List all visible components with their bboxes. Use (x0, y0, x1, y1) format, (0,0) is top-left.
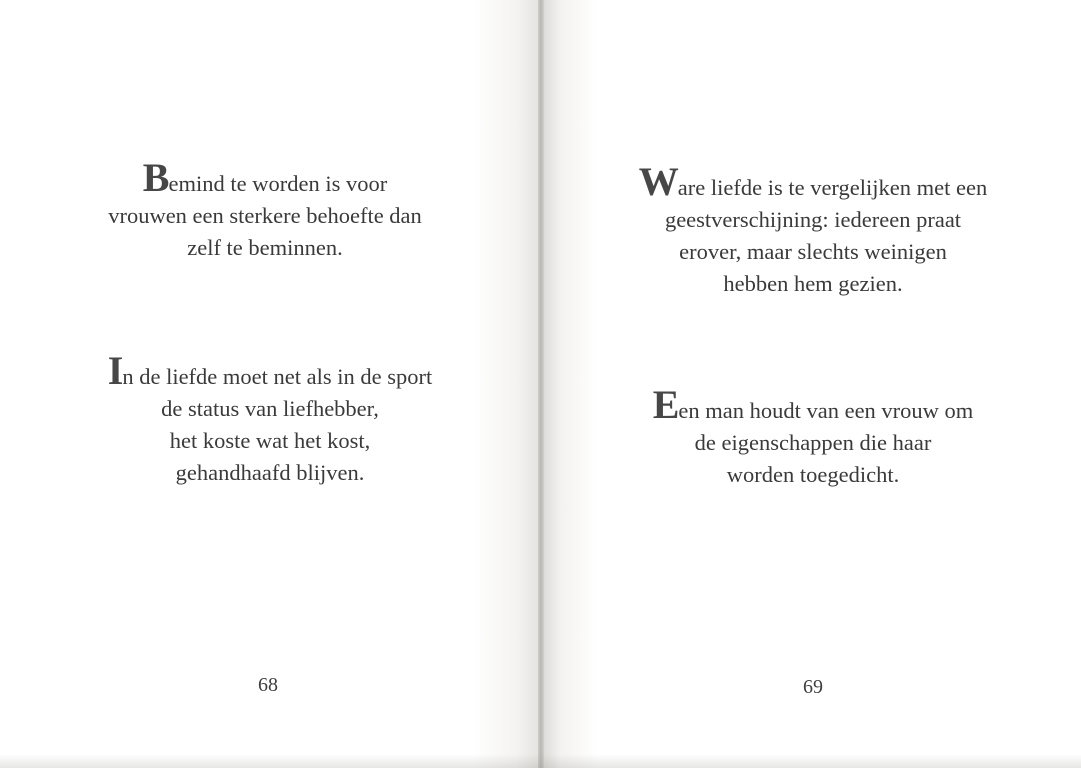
left-page (0, 0, 538, 768)
quote-line: het koste wat het kost, (169, 428, 371, 453)
quote-first-line (75, 155, 455, 200)
quote-first-line (608, 159, 1018, 204)
quote-text: n de liefde moet net als in de sport (122, 364, 433, 389)
quote-block (608, 159, 1018, 300)
quote-block (75, 348, 465, 489)
quote-line: erover, maar slechts weinigen (679, 239, 947, 264)
quote-line: gehandhaafd blijven. (175, 460, 365, 485)
right-page (544, 0, 1081, 768)
quote-first-line (608, 382, 1018, 427)
quote-block (608, 382, 1018, 491)
quote-line: de eigenschappen die haar (694, 430, 932, 455)
page-number: 68 (258, 674, 278, 696)
quote-text: emind te worden is voor (168, 171, 388, 196)
quote-line: zelf te beminnen. (187, 235, 343, 260)
quote-line: geestverschijning: iedereen praat (664, 207, 962, 232)
quote-line: worden toegedicht. (726, 462, 900, 487)
quote-line: de status van liefhebber, (161, 396, 379, 421)
quote-block (75, 155, 455, 264)
drop-initial: B (142, 155, 169, 200)
quote-line: vrouwen een sterkere behoefte dan (108, 203, 422, 228)
quote-text: en man houdt van een vrouw om (678, 398, 974, 423)
quote-line: hebben hem gezien. (723, 271, 903, 296)
page-number: 69 (803, 676, 823, 698)
drop-initial: W (638, 159, 678, 204)
drop-initial: E (652, 382, 679, 427)
quote-first-line (75, 348, 465, 393)
drop-initial: I (107, 348, 123, 393)
quote-text: are liefde is te vergelijken met een (677, 175, 988, 200)
